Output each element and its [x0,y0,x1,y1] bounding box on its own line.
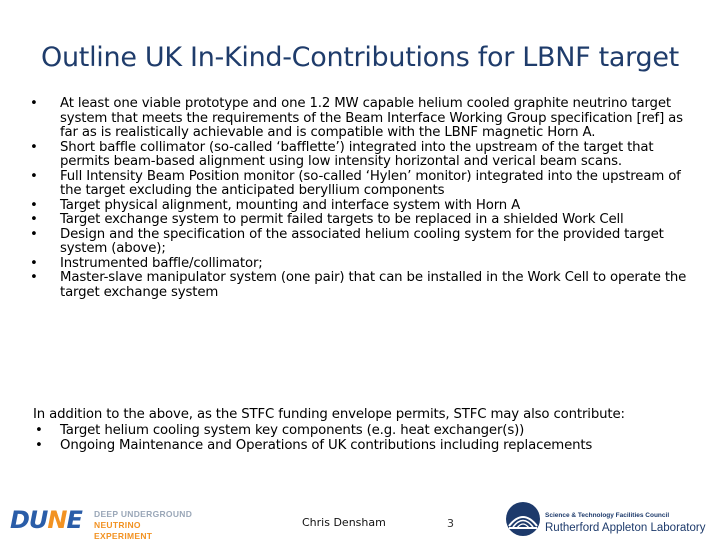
bullet-item: • Short baffle collimator (so-called ‘bafflette’) integrated into the upstream of the target that permits beam-based alignment using low intensity horizontal and verical beam scans. [30,141,695,170]
page-number: 3 [447,517,454,530]
slide-title: Outline UK In-Kind-Contributions for LBNF target [41,42,679,73]
bullet-item: • At least one viable prototype and one 1.2 MW capable helium cooled graphite neutrino target system that meets the requirements of the Beam Interface Working Group specification [ref] as far as is realistically achievable and is compatible with the LBNF magnetic Horn A. [30,97,695,141]
dune-sub-line2: NEUTRINO EXPERIMENT [94,520,153,541]
bullet-item: • Target exchange system to permit failed targets to be replaced in a shielded Work Cell [30,213,695,228]
dune-logo-wordmark: DUNE [10,506,82,534]
presenter-name: Chris Densham [302,516,386,529]
stfc-lab-name: Rutherford Appleton Laboratory [545,522,706,534]
slide-footer [0,498,720,540]
stfc-logo [505,500,717,540]
bullet-item: • Design and the specification of the associated helium cooling system for the provided target system (above); [30,228,695,257]
bullet-item: • Target physical alignment, mounting and interface system with Horn A [30,199,695,214]
additional-item: • Ongoing Maintenance and Operations of UK contributions including replacements [33,438,693,454]
bullet-item: • Full Intensity Beam Position monitor (so-called ‘Hylen’ monitor) integrated into the upstream of the target excluding the anticipated beryllium components [30,170,695,199]
additional-contributions [33,407,693,454]
dune-logo [10,506,200,541]
stfc-emblem-icon [505,500,541,538]
dune-logo-subtitle [94,509,200,542]
bullet-item: • Instrumented baffle/collimator; [30,257,695,272]
dune-sub-line1: DEEP UNDERGROUND [94,509,193,519]
bullet-list [30,97,695,300]
stfc-council-name: Science & Technology Facilities Council [545,512,670,519]
additional-intro: In addition to the above, as the STFC funding envelope permits, STFC may also contribute: [33,407,625,422]
additional-item: • Target helium cooling system key components (e.g. heat exchanger(s)) [33,423,693,439]
bullet-item: • Master-slave manipulator system (one pair) that can be installed in the Work Cell to operate the target exchange system [30,271,695,300]
